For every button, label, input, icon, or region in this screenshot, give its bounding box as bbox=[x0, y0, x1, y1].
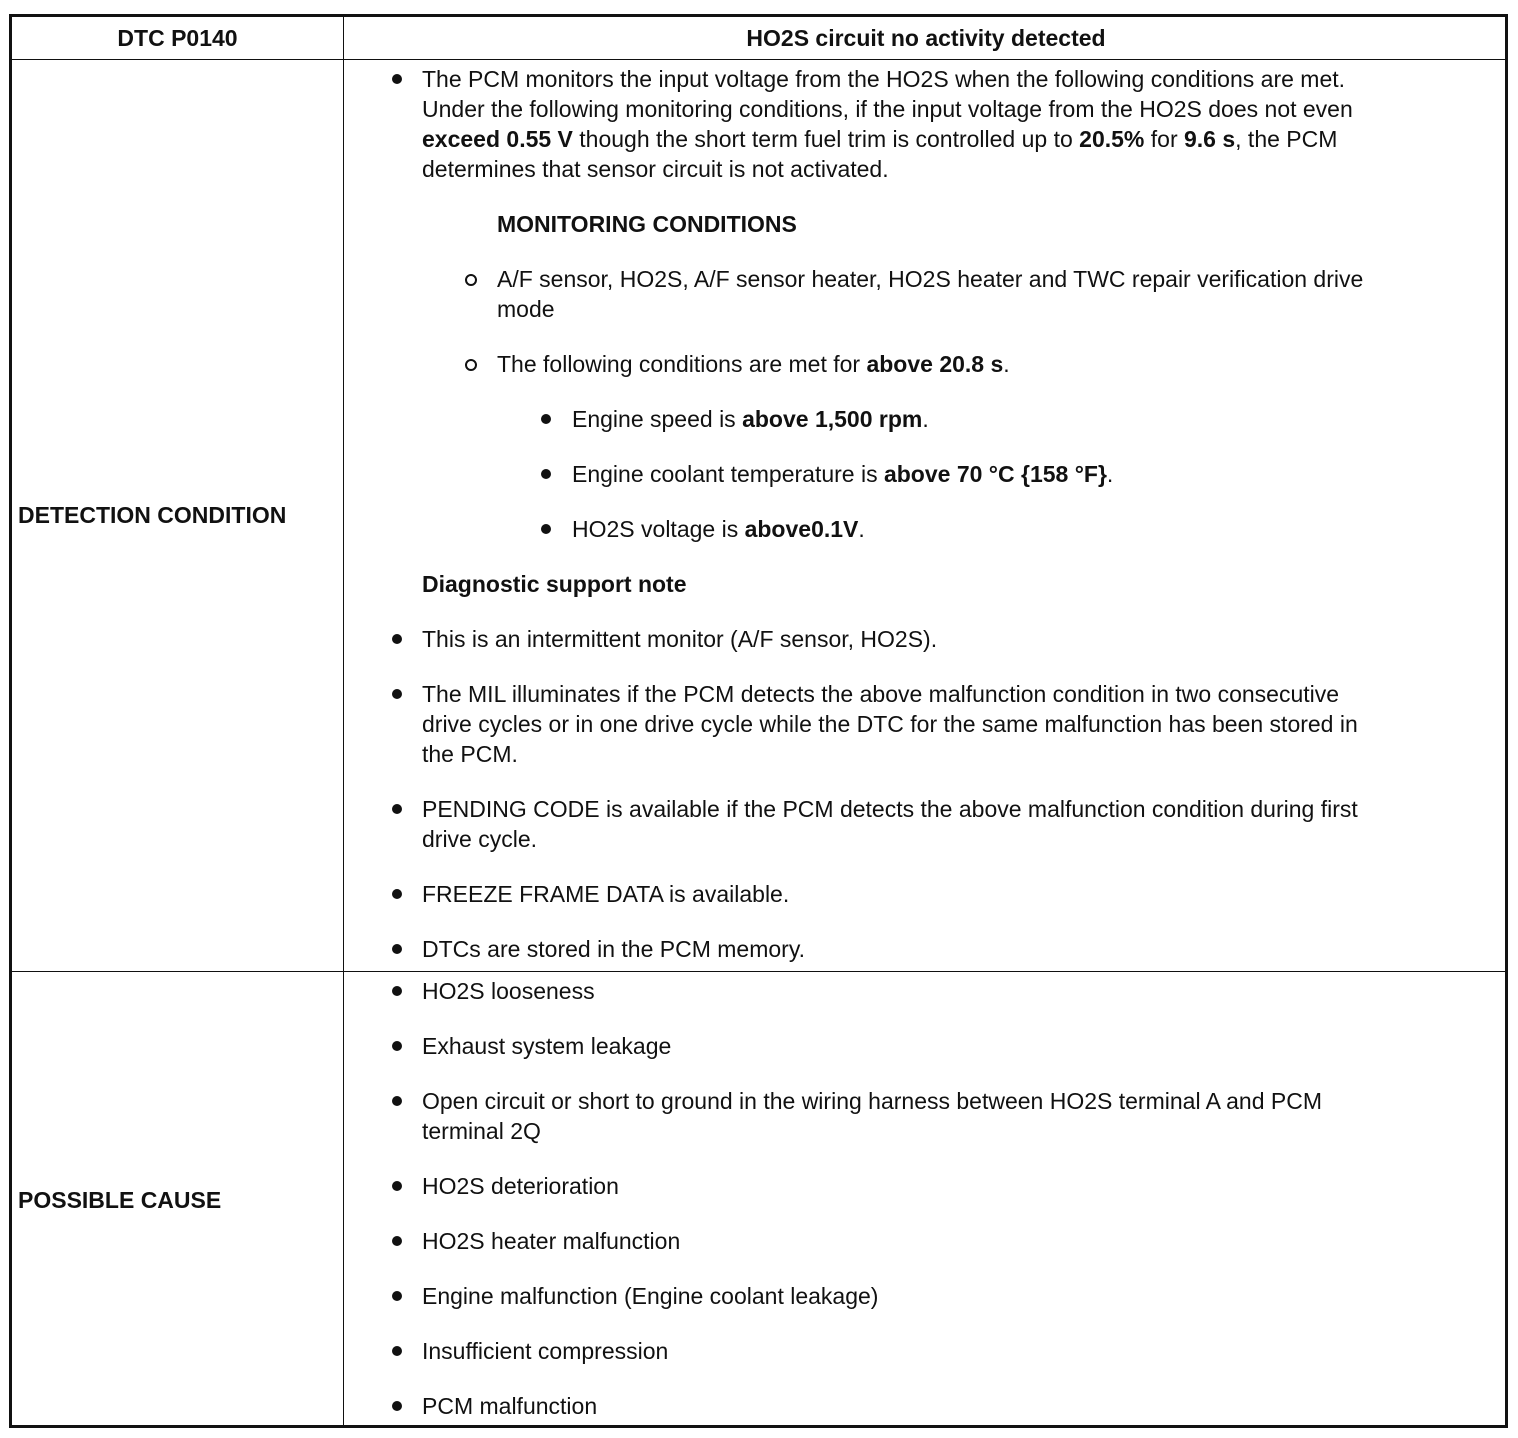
bullet-icon bbox=[392, 1401, 402, 1411]
hollow-bullet-icon bbox=[465, 359, 477, 371]
hollow-bullet-icon bbox=[465, 274, 477, 286]
note-2-line-3: the PCM. bbox=[422, 741, 518, 767]
intro-line-2: Under the following monitoring conditions, if the input voltage from the HO2S does not even bbox=[422, 96, 1353, 122]
condition-1-line-2: mode bbox=[497, 296, 555, 322]
bullet-icon bbox=[392, 1041, 402, 1051]
sub-condition-ho2s-voltage: HO2S voltage is above0.1V. bbox=[572, 516, 865, 542]
detection-condition-label: DETECTION CONDITION bbox=[18, 502, 287, 528]
bullet-icon bbox=[392, 889, 402, 899]
note-3-line-2: drive cycle. bbox=[422, 826, 538, 852]
condition-2: The following conditions are met for above 20.8 s. bbox=[497, 351, 1010, 377]
cause-item-5: HO2S heater malfunction bbox=[422, 1228, 681, 1254]
bullet-icon bbox=[541, 469, 551, 479]
bullet-icon bbox=[541, 524, 551, 534]
bullet-icon bbox=[392, 1291, 402, 1301]
cause-item-1: HO2S looseness bbox=[422, 978, 595, 1004]
bullet-icon bbox=[392, 944, 402, 954]
note-5: DTCs are stored in the PCM memory. bbox=[422, 936, 806, 962]
cause-item-6: Engine malfunction (Engine coolant leakage) bbox=[422, 1283, 879, 1309]
bullet-icon bbox=[392, 1346, 402, 1356]
cause-item-3-line-1: Open circuit or short to ground in the wiring harness between HO2S terminal A and PCM bbox=[422, 1088, 1323, 1114]
sub-condition-engine-speed: Engine speed is above 1,500 rpm. bbox=[572, 406, 929, 432]
cause-item-4: HO2S deterioration bbox=[422, 1173, 619, 1199]
bullet-icon bbox=[392, 986, 402, 996]
note-1: This is an intermittent monitor (A/F sensor, HO2S). bbox=[422, 626, 938, 652]
intro-line-4: determines that sensor circuit is not activated. bbox=[422, 156, 889, 182]
dtc-code-header: DTC P0140 bbox=[117, 25, 238, 51]
note-2-line-1: The MIL illuminates if the PCM detects the above malfunction condition in two consecutive bbox=[422, 681, 1340, 707]
dtc-title-header: HO2S circuit no activity detected bbox=[746, 25, 1106, 51]
cause-item-8: PCM malfunction bbox=[422, 1393, 598, 1419]
row-divider bbox=[12, 971, 1505, 972]
bullet-icon bbox=[392, 804, 402, 814]
diagnostic-support-heading: Diagnostic support note bbox=[422, 571, 687, 597]
bullet-icon bbox=[392, 74, 402, 84]
header-divider bbox=[12, 59, 1505, 60]
intro-line-1: The PCM monitors the input voltage from the HO2S when the following conditions are met. bbox=[422, 66, 1346, 92]
sub-condition-coolant-temp: Engine coolant temperature is above 70 °C {158 °F}. bbox=[572, 461, 1114, 487]
bullet-icon bbox=[392, 1181, 402, 1191]
cause-item-3-line-2: terminal 2Q bbox=[422, 1118, 541, 1144]
monitoring-conditions-heading: MONITORING CONDITIONS bbox=[497, 211, 797, 237]
bullet-icon bbox=[392, 634, 402, 644]
note-4: FREEZE FRAME DATA is available. bbox=[422, 881, 790, 907]
possible-cause-label: POSSIBLE CAUSE bbox=[18, 1187, 222, 1213]
cause-item-2: Exhaust system leakage bbox=[422, 1033, 672, 1059]
intro-line-3: exceed 0.55 V though the short term fuel trim is controlled up to 20.5% for 9.6 s, the PCM bbox=[422, 126, 1338, 152]
bullet-icon bbox=[392, 689, 402, 699]
cause-item-7: Insufficient compression bbox=[422, 1338, 669, 1364]
note-3-line-1: PENDING CODE is available if the PCM detects the above malfunction condition during first bbox=[422, 796, 1358, 822]
condition-1-line-1: A/F sensor, HO2S, A/F sensor heater, HO2S heater and TWC repair verification drive bbox=[497, 266, 1364, 292]
bullet-icon bbox=[541, 414, 551, 424]
column-divider bbox=[343, 17, 344, 1425]
note-2-line-2: drive cycles or in one drive cycle while the DTC for the same malfunction has been stored in bbox=[422, 711, 1358, 737]
bullet-icon bbox=[392, 1236, 402, 1246]
bullet-icon bbox=[392, 1096, 402, 1106]
